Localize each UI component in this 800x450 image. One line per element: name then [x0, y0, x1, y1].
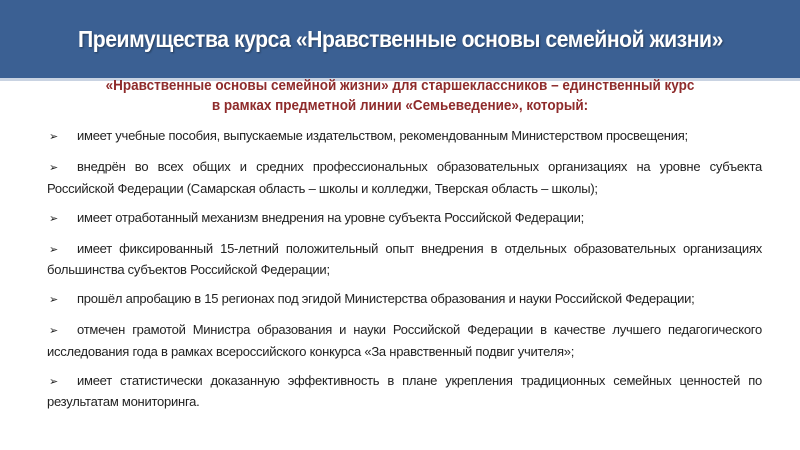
subtitle-line-1: «Нравственные основы семейной жизни» для старшеклассников – единственный курс — [105, 77, 695, 94]
advantages-list — [47, 126, 762, 421]
arrow-bullet-icon: ➢ — [49, 325, 58, 337]
arrow-bullet-icon: ➢ — [49, 243, 58, 256]
arrow-bullet-icon: ➢ — [49, 212, 58, 225]
subtitle-line-2: в рамках предметной линии «Семьеведение», который: — [211, 97, 589, 114]
list-item: ➢ имеет статистически доказанную эффективность в плане укрепления традиционных семейных ценностей по результатам мониторинга. — [47, 372, 762, 409]
list-item: ➢ прошёл апробацию в 15 регионах под эгидой Министерства образования и науки Российской Федерации; — [47, 289, 762, 311]
arrow-bullet-icon: ➢ — [49, 375, 58, 388]
arrow-bullet-icon: ➢ — [49, 294, 58, 306]
list-item: ➢ имеет учебные пособия, выпускаемые издательством, рекомендованным Министерством просвещения; — [47, 126, 762, 148]
arrow-bullet-icon: ➢ — [49, 131, 58, 143]
slide-subtitle — [0, 74, 800, 116]
list-item: ➢ имеет фиксированный 15-летний положительный опыт внедрения в отдельных образовательных организациях большинства субъектов Российской Федерации; — [47, 240, 762, 277]
list-item: ➢ внедрён во всех общих и средних профессиональных образовательных организациях на уровне субъекта Российской Федерации (Самарская область – школы и колледжи, Тверская область – школы); — [47, 159, 762, 196]
slide-title: Преимущества курса «Нравственные основы семейной жизни» — [77, 25, 723, 52]
list-item: ➢ имеет отработанный механизм внедрения на уровне субъекта Российской Федерации; — [47, 208, 762, 230]
list-item: ➢ отмечен грамотой Министра образования и науки Российской Федерации в качестве лучшего педагогического исследования года в рамках всероссийского конкурса «За нравственный подвиг учителя»; — [47, 322, 762, 359]
slide-header — [0, 0, 800, 81]
arrow-bullet-icon: ➢ — [49, 162, 58, 174]
